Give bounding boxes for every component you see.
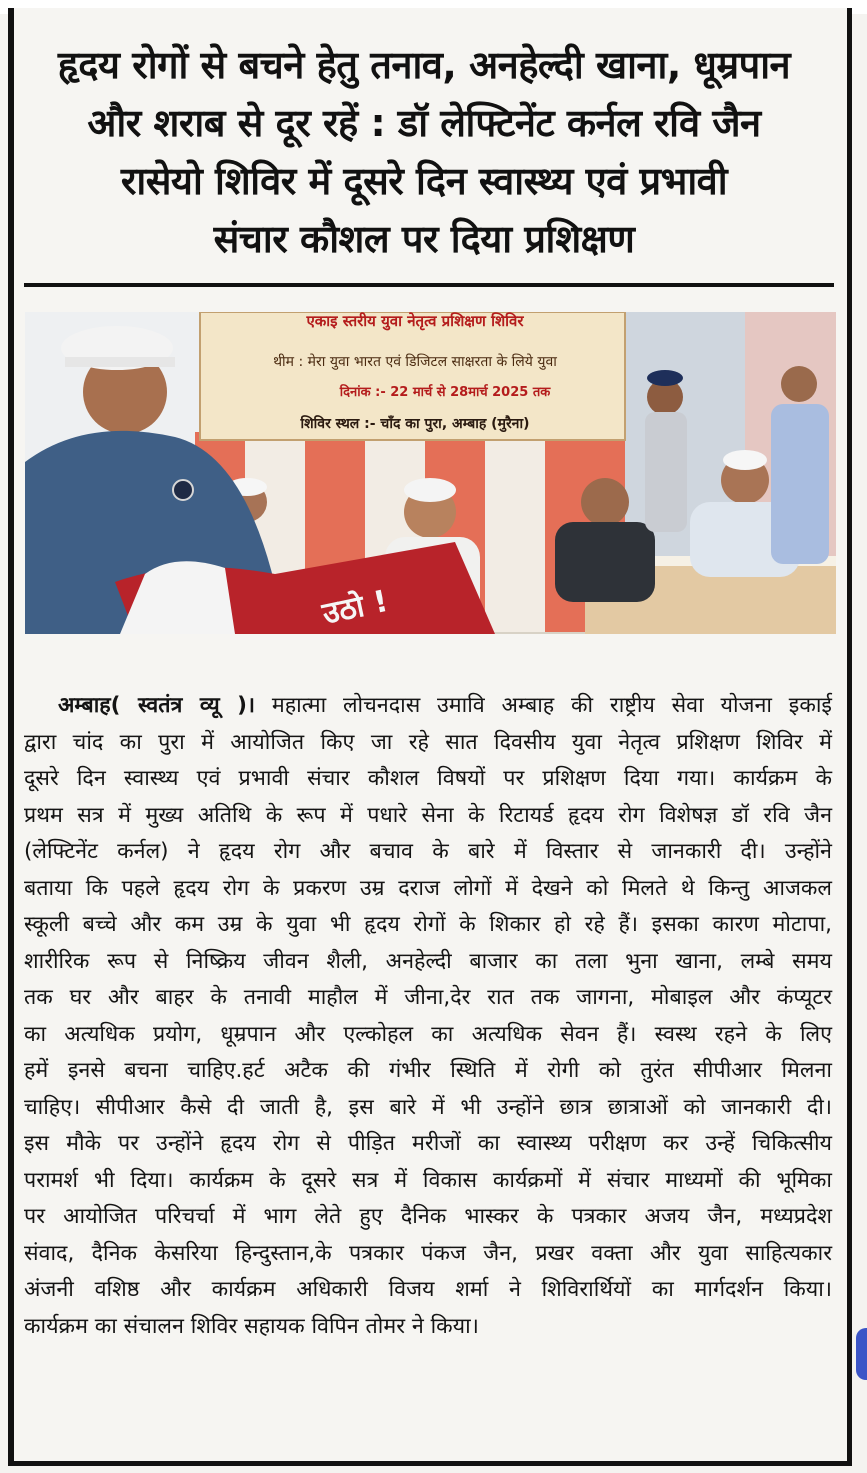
headline-line-3: रासेयो शिविर में दूसरे दिन स्वास्थ्य एवं प्रभावी bbox=[120, 159, 728, 203]
article-line-11: हमें इनसे बचना चाहिए.हर्ट अटैक की गंभीर स्थिति में रोगी को तुरंत सीपीआर मिलना bbox=[24, 1058, 832, 1083]
banner-line-4: शिविर स्थल :- चाँद का पुरा, अम्बाह (मुरैना) bbox=[300, 416, 530, 432]
article-line-10: का अत्यधिक प्रयोग, धूम्रपान और एल्कोहल का अत्यधिक सेवन हैं। स्वस्थ रहने के लिए bbox=[24, 1021, 832, 1047]
article-line-7: स्कूली बच्चे और कम उम्र के युवा भी हृदय रोगों के शिकार हो रहे हैं। इसका कारण मोटापा, bbox=[24, 912, 832, 937]
article-line-15: पर आयोजित परिचर्चा में भाग लेते हुए दैनिक भास्कर के पत्रकार अजय जैन, मध्यप्रदेश bbox=[24, 1204, 832, 1229]
headline-line-1: हृदय रोगों से बचने हेतु तनाव, अनहेल्दी खाना, धूम्रपान bbox=[57, 43, 791, 87]
podium-text: उठो ! bbox=[319, 583, 392, 632]
headline bbox=[14, 36, 834, 268]
article-line-16: संवाद, दैनिक केसरिया हिन्दुस्तान,के पत्रकार पंकज जैन, प्रखर वक्ता और युवा साहित्यकार bbox=[24, 1240, 832, 1266]
article-line-6: बताया कि पहले हृदय रोग के प्रकरण उम्र दराज लोगों में देखने को मिलते थे किन्तु आजकल bbox=[24, 875, 832, 901]
banner-line-3: दिनांक :- 22 मार्च से 28मार्च 2025 तक bbox=[339, 385, 551, 400]
article-line-3: दूसरे दिन स्वास्थ्य एवं प्रभावी संचार कौशल विषयों पर प्रशिक्षण दिया गया। कार्यक्रम के bbox=[24, 766, 832, 791]
headline-divider bbox=[24, 283, 834, 287]
banner-line-1: एकाइ स्तरीय युवा नेतृत्व प्रशिक्षण शिविर bbox=[306, 312, 524, 330]
article-line-5: (लेफ्टिनेंट कर्नल) ने हृदय रोग और बचाव के बारे में विस्तार से जानकारी दी। उन्होंने bbox=[24, 839, 832, 864]
edge-overlay-button[interactable] bbox=[856, 1328, 867, 1380]
article-line-1 bbox=[24, 688, 832, 725]
article-line-12: चाहिए। सीपीआर कैसे दी जाती है, इस बारे में भी उन्होंने छात्र छात्राओं को जानकारी दी। bbox=[24, 1094, 832, 1120]
article-line-2: द्वारा चांद का पुरा में आयोजित किए जा रहे सात दिवसीय युवा नेतृत्व प्रशिक्षण शिविर में bbox=[24, 729, 832, 755]
headline-line-4: संचार कौशल पर दिया प्रशिक्षण bbox=[213, 217, 635, 261]
event-photo-illustration bbox=[25, 312, 836, 634]
headline-line-2: और शराब से दूर रहें : डॉ लेफ्टिनेंट कर्नल रवि जैन bbox=[87, 101, 761, 145]
article-line-4: प्रथम सत्र में मुख्य अतिथि के रूप में पधारे सेना के रिटायर्ड हृदय रोग विशेषज्ञ डॉ रवि जैन bbox=[24, 802, 832, 828]
article-line-9: तक घर और बाहर के तनावी माहौल में जीना,देर रात तक जागना, मोबाइल और कंप्यूटर bbox=[24, 985, 832, 1010]
article-dateline: अम्बाह( स्वतंत्र व्यू )। bbox=[58, 693, 256, 718]
article-line-17: अंजनी वशिष्ठ और कार्यक्रम अधिकारी विजय शर्मा ने शिविरार्थियों का मार्गदर्शन किया। bbox=[24, 1277, 832, 1302]
article-line-13: इस मौके पर उन्होंने हृदय रोग से पीड़ित मरीजों का स्वास्थ्य परीक्षण कर उन्हें चिकित्सीय bbox=[24, 1131, 832, 1156]
event-photo bbox=[25, 312, 836, 634]
article-line-1-text: महात्मा लोचनदास उमावि अम्बाह की राष्ट्रीय सेवा योजना इकाई bbox=[271, 693, 832, 718]
banner-line-2: थीम : मेरा युवा भारत एवं डिजिटल साक्षरता के लिये युवा bbox=[273, 354, 557, 370]
article-line-14: परामर्श भी दिया। कार्यक्रम के दूसरे सत्र में विकास कार्यक्रमों में संचार माध्यमों की भूमिका bbox=[24, 1167, 832, 1193]
article-line-18: कार्यक्रम का संचालन शिविर सहायक विपिन तोमर ने किया। bbox=[24, 1313, 479, 1339]
article-body bbox=[24, 688, 832, 1345]
article-line-8: शारीरिक रूप से निष्क्रिय जीवन शैली, अनहेल्दी बाजार का तला भुना खाना, लम्बे समय bbox=[24, 948, 832, 974]
